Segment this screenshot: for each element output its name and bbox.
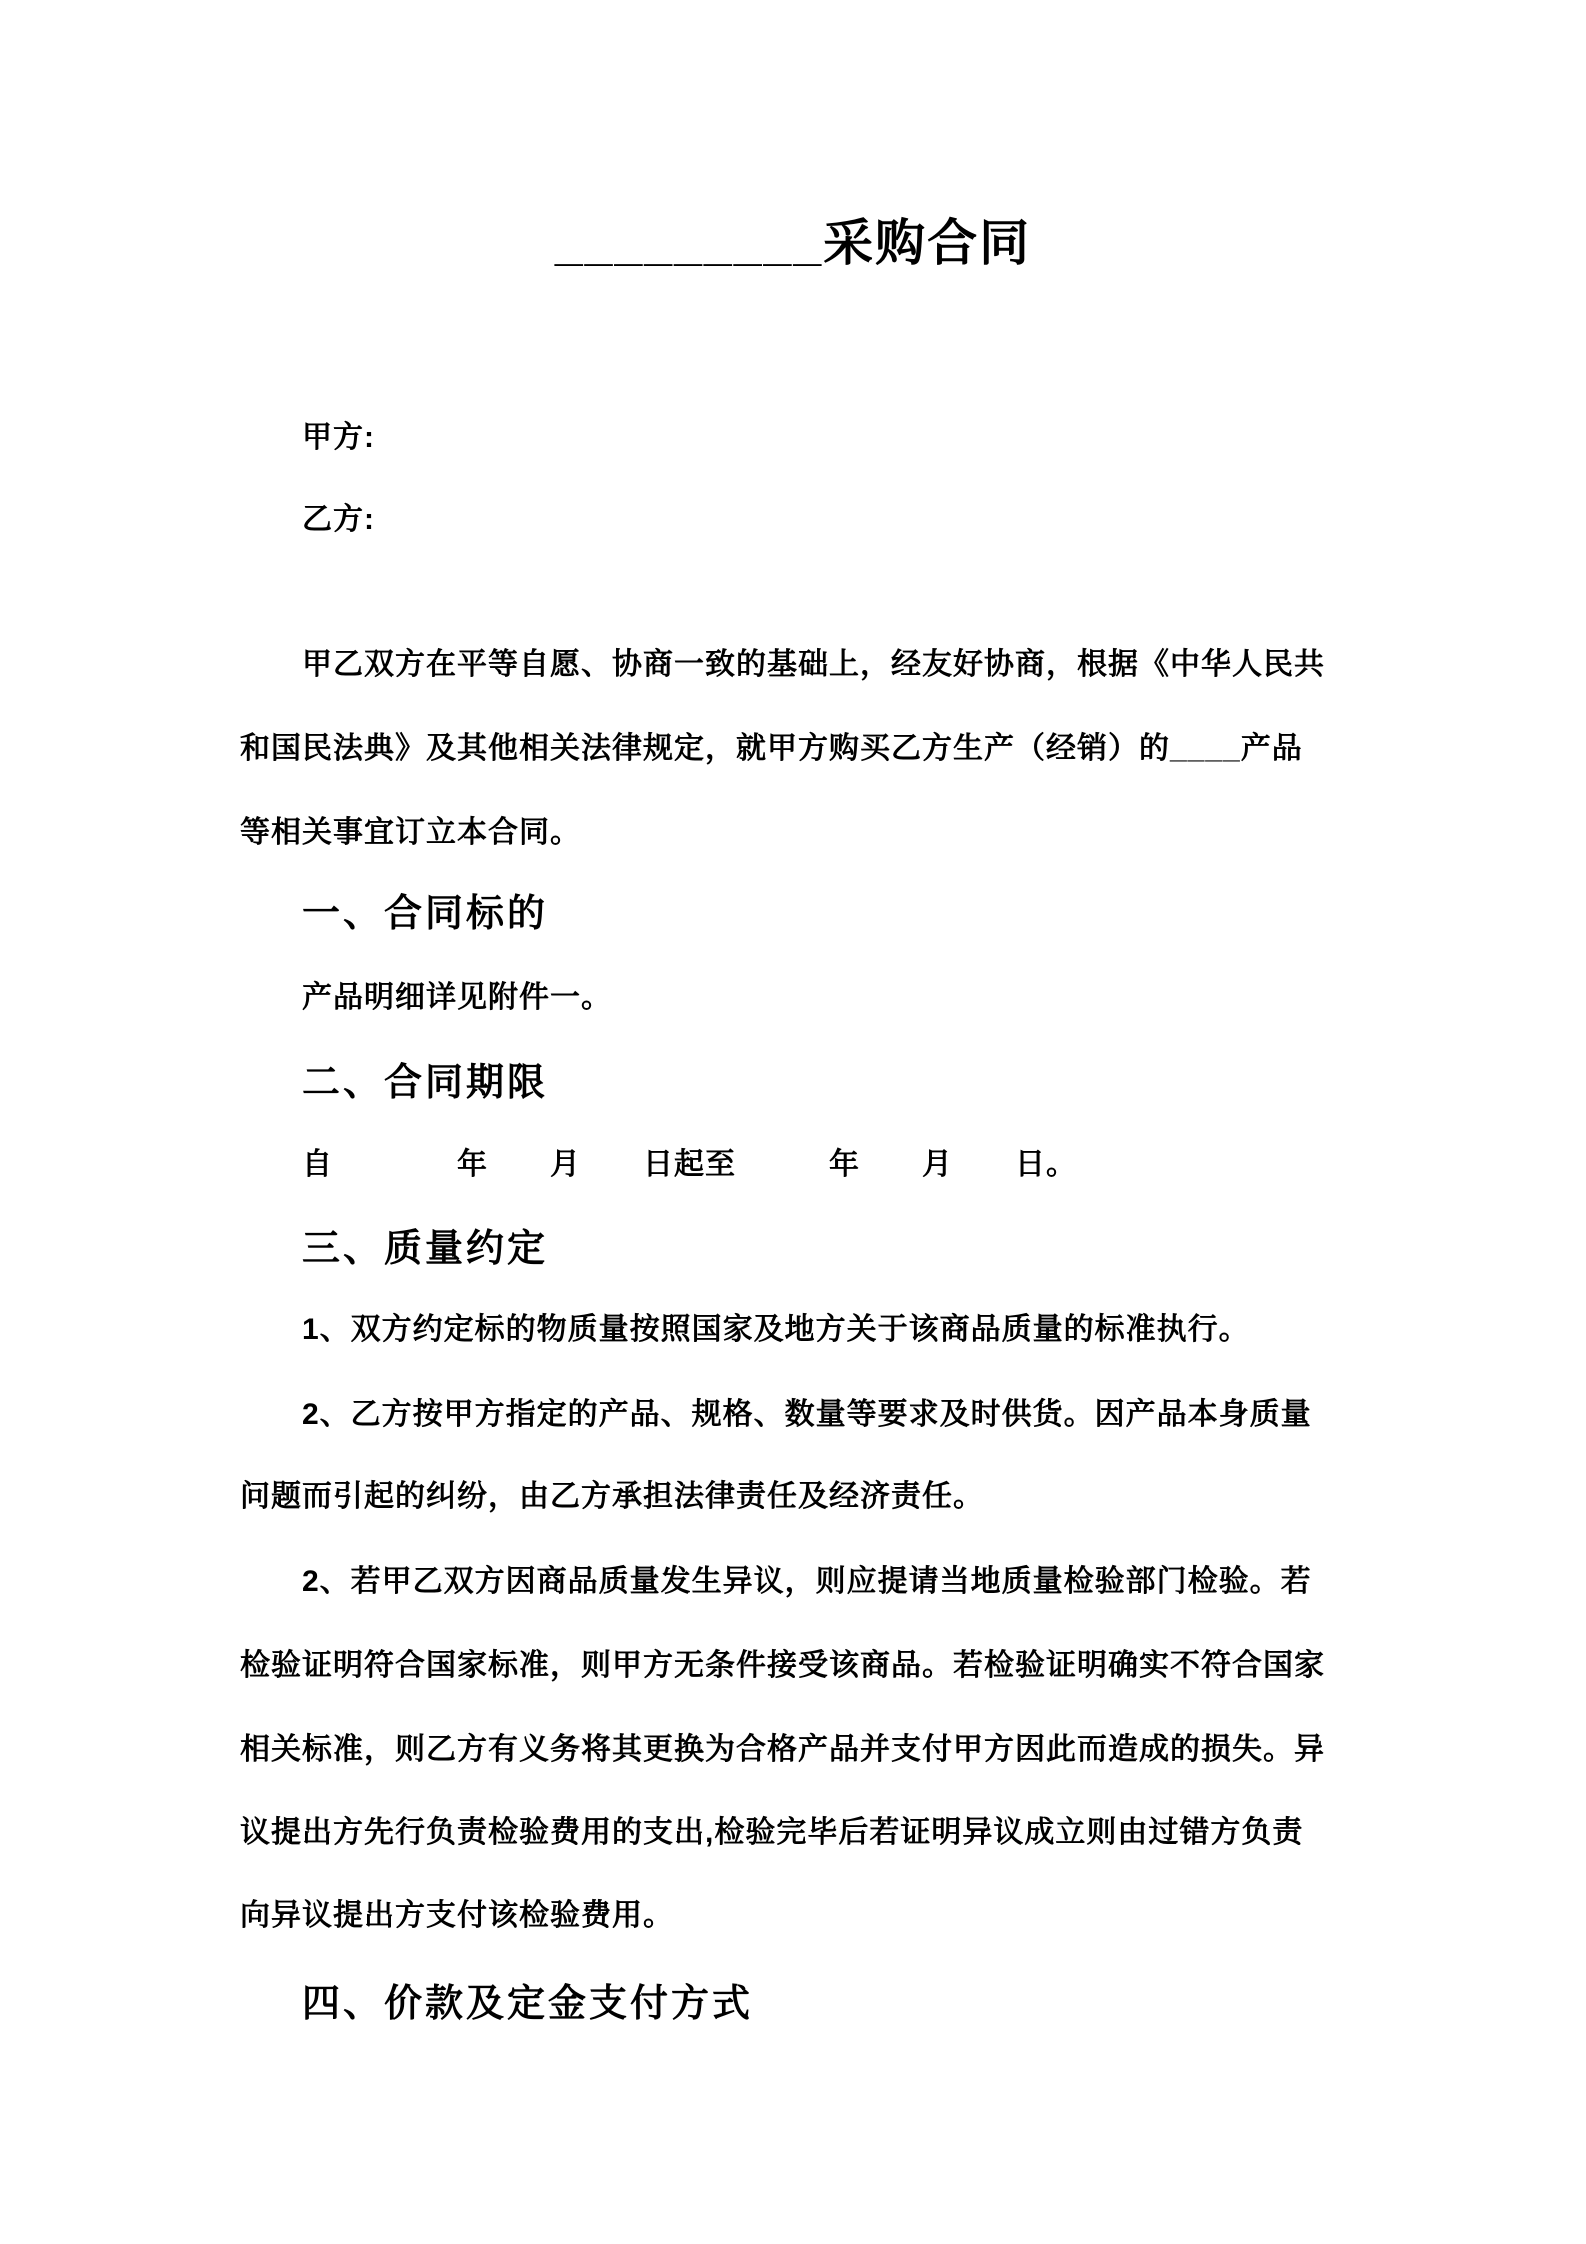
- party-b-label: 乙方:: [302, 503, 375, 536]
- section-3-item-2-line-2: 问题而引起的纠纷，由乙方承担法律责任及经济责任。: [240, 1480, 984, 1513]
- preamble-line-2: 和国民法典》及其他相关法律规定，就甲方购买乙方生产（经销）的____产品: [240, 732, 1303, 765]
- document-title: _________采购合同: [554, 215, 1032, 271]
- preamble-line-1: 甲乙双方在平等自愿、协商一致的基础上，经友好协商，根据《中华人民共: [302, 648, 1325, 681]
- section-1-heading: 一、合同标的: [302, 893, 549, 935]
- section-1-line-1: 产品明细详见附件一。: [302, 981, 612, 1014]
- section-4-heading: 四、价款及定金支付方式: [302, 1983, 754, 2025]
- section-3-item-1: 1、双方约定标的物质量按照国家及地方关于该商品质量的标准执行。: [302, 1313, 1250, 1346]
- section-2-heading: 二、合同期限: [302, 1062, 549, 1104]
- section-3-heading: 三、质量约定: [302, 1228, 549, 1270]
- section-3-item-3-line-5: 向异议提出方支付该检验费用。: [240, 1899, 674, 1932]
- section-2-date-line: 自 年 月 日起至 年 月 日。: [302, 1148, 1077, 1181]
- section-3-item-3-line-1: 2、若甲乙双方因商品质量发生异议，则应提请当地质量检验部门检验。若: [302, 1565, 1312, 1598]
- section-3-item-3-line-4: 议提出方先行负责检验费用的支出,检验完毕后若证明异议成立则由过错方负责: [240, 1816, 1304, 1849]
- section-3-item-3-line-3: 相关标准，则乙方有义务将其更换为合格产品并支付甲方因此而造成的损失。异: [240, 1733, 1325, 1766]
- section-3-item-2-line-1: 2、乙方按甲方指定的产品、规格、数量等要求及时供货。因产品本身质量: [302, 1398, 1312, 1431]
- preamble-line-3: 等相关事宜订立本合同。: [240, 816, 581, 849]
- party-a-label: 甲方:: [302, 421, 375, 454]
- section-3-item-3-line-2: 检验证明符合国家标准，则甲方无条件接受该商品。若检验证明确实不符合国家: [240, 1649, 1325, 1682]
